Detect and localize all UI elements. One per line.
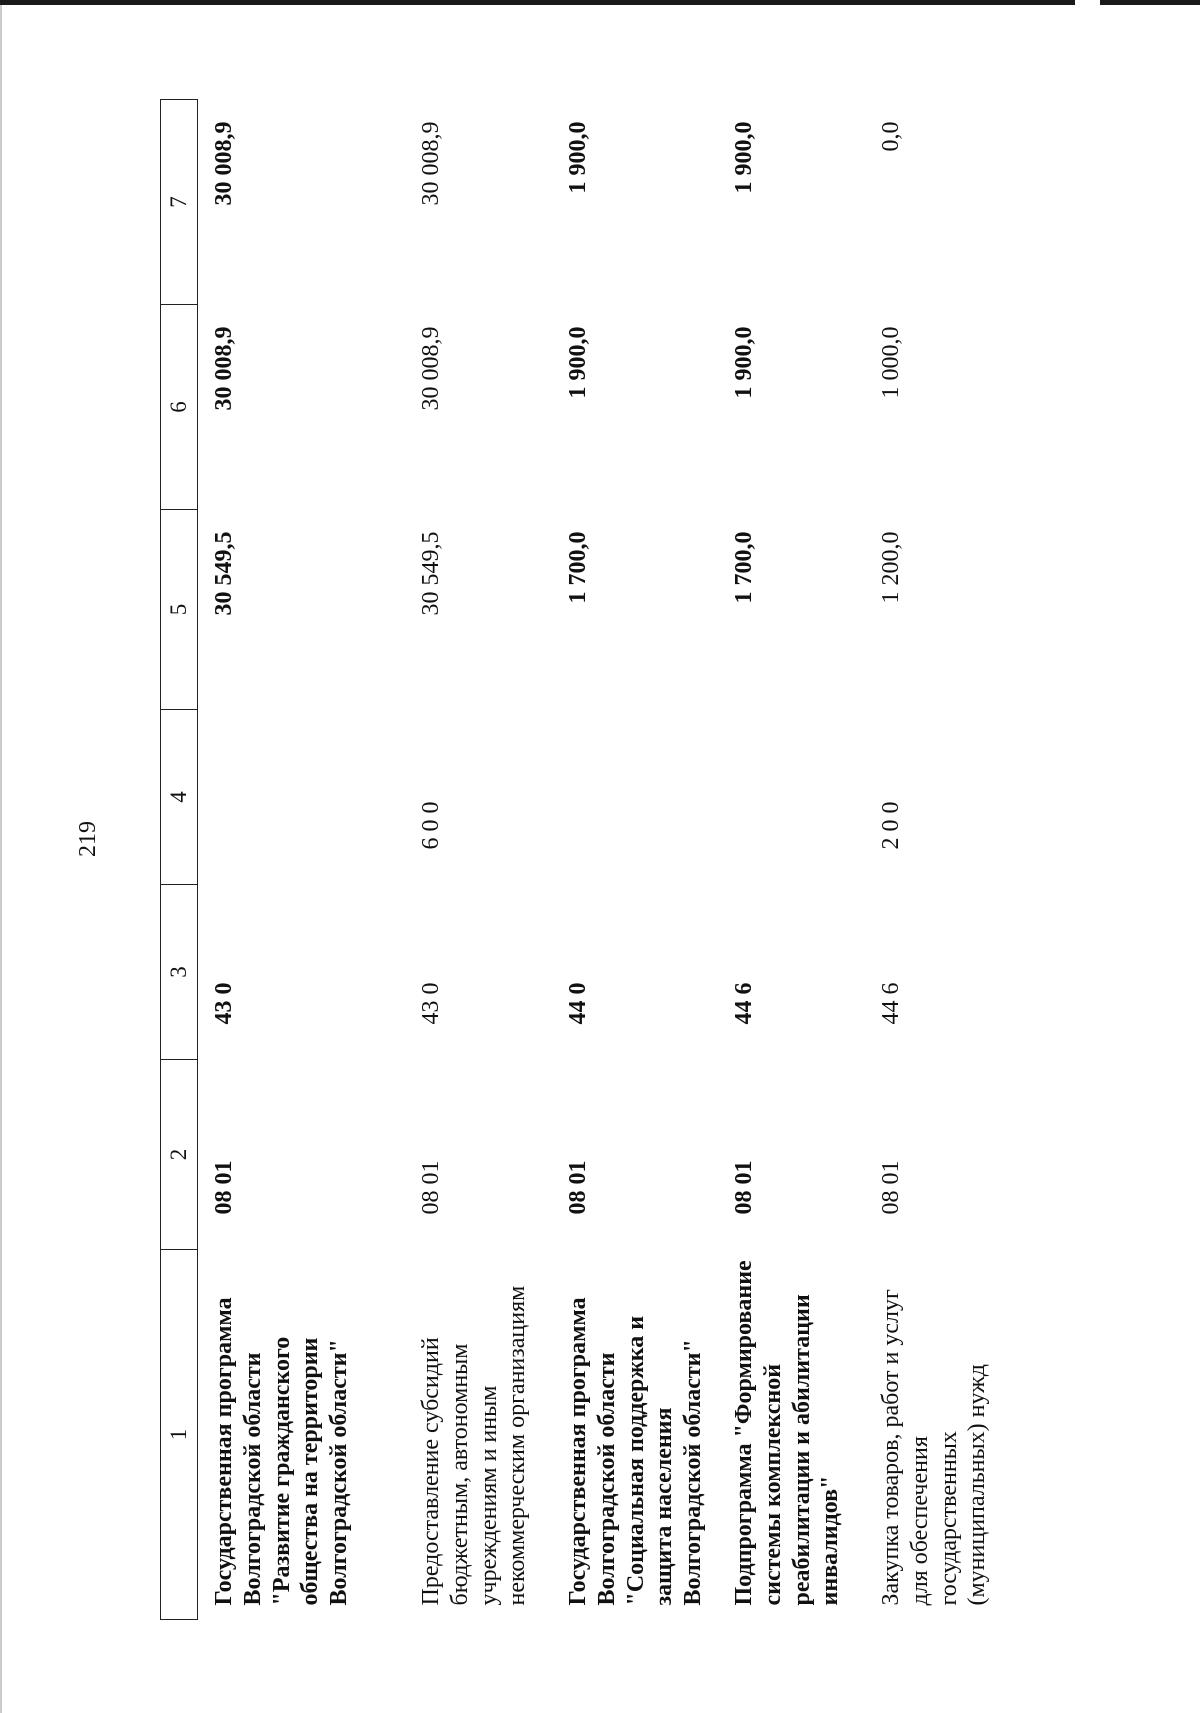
row-value-col6: 30 008,9 bbox=[418, 326, 444, 411]
header-col-4: 4 bbox=[161, 710, 198, 885]
header-col-5: 5 bbox=[161, 510, 198, 710]
row-value-col5: 30 549,5 bbox=[418, 531, 444, 616]
row-expense-type bbox=[718, 710, 865, 885]
row-section: 08 01 bbox=[565, 1160, 591, 1215]
row-section: 08 01 bbox=[211, 1160, 237, 1215]
table-header-row bbox=[161, 100, 198, 1620]
scan-border-gap bbox=[1075, 0, 1100, 5]
row-expense-type bbox=[552, 710, 718, 885]
header-col-1: 1 bbox=[161, 1250, 198, 1620]
row-target: 44 6 bbox=[730, 982, 757, 1025]
row-name: Закупка товаров, работ и услуг для обеспечения государственных (муниципальных) нужд bbox=[877, 1289, 991, 1606]
row-name: Государственная программа Волгоградской области "Социальная поддержка и защита населения Волгоградской области" bbox=[565, 1297, 707, 1606]
row-value-col6: 30 008,9 bbox=[211, 326, 237, 411]
row-value-col7: 1 900,0 bbox=[565, 121, 591, 194]
row-name: Подпрограмма "Формирование системы комплексной реабилитации и абилитации инвалидов" bbox=[730, 1260, 844, 1606]
scan-border-top bbox=[0, 0, 1200, 5]
row-target: 43 0 bbox=[211, 982, 237, 1025]
page-number: 219 bbox=[75, 821, 101, 857]
row-target: 43 0 bbox=[418, 982, 444, 1025]
table-row bbox=[718, 100, 865, 1620]
row-name: Государственная программа Волгоградской области "Развитие гражданского общества на территории Волгоградской области" bbox=[211, 1297, 353, 1606]
row-value-col5: 1 700,0 bbox=[565, 531, 591, 604]
row-value-col5: 1 700,0 bbox=[730, 531, 757, 604]
table-row bbox=[865, 100, 1022, 1620]
header-col-2: 2 bbox=[161, 1060, 198, 1250]
row-target: 44 0 bbox=[565, 982, 591, 1025]
table-row bbox=[198, 100, 406, 1620]
row-section: 08 01 bbox=[418, 1160, 444, 1215]
rotated-table-page bbox=[160, 100, 990, 1620]
row-expense-type bbox=[198, 710, 406, 885]
header-col-3: 3 bbox=[161, 885, 198, 1060]
header-col-7: 7 bbox=[161, 100, 198, 305]
header-col-6: 6 bbox=[161, 305, 198, 510]
row-value-col5: 1 200,0 bbox=[877, 531, 904, 604]
row-value-col7: 1 900,0 bbox=[730, 121, 757, 194]
row-value-col6: 1 000,0 bbox=[877, 326, 904, 399]
row-name: Предоставление субсидий бюджетным, автономным учреждениям и иным некоммерческим организациям bbox=[418, 1285, 531, 1606]
row-value-col7: 0,0 bbox=[877, 121, 904, 152]
row-value-col5: 30 549,5 bbox=[211, 531, 237, 616]
row-value-col7: 30 008,9 bbox=[418, 121, 444, 206]
row-value-col6: 1 900,0 bbox=[730, 326, 757, 399]
row-expense-type: 6 0 0 bbox=[418, 801, 444, 850]
row-section: 08 01 bbox=[877, 1160, 904, 1215]
row-expense-type: 2 0 0 bbox=[877, 801, 904, 850]
scan-border-left bbox=[0, 5, 2, 1713]
row-value-col6: 1 900,0 bbox=[565, 326, 591, 399]
row-target: 44 6 bbox=[877, 982, 904, 1025]
table-row bbox=[552, 100, 718, 1620]
budget-table bbox=[160, 99, 1022, 1620]
row-section: 08 01 bbox=[730, 1160, 757, 1215]
row-value-col7: 30 008,9 bbox=[211, 121, 237, 206]
table-row bbox=[405, 100, 552, 1620]
